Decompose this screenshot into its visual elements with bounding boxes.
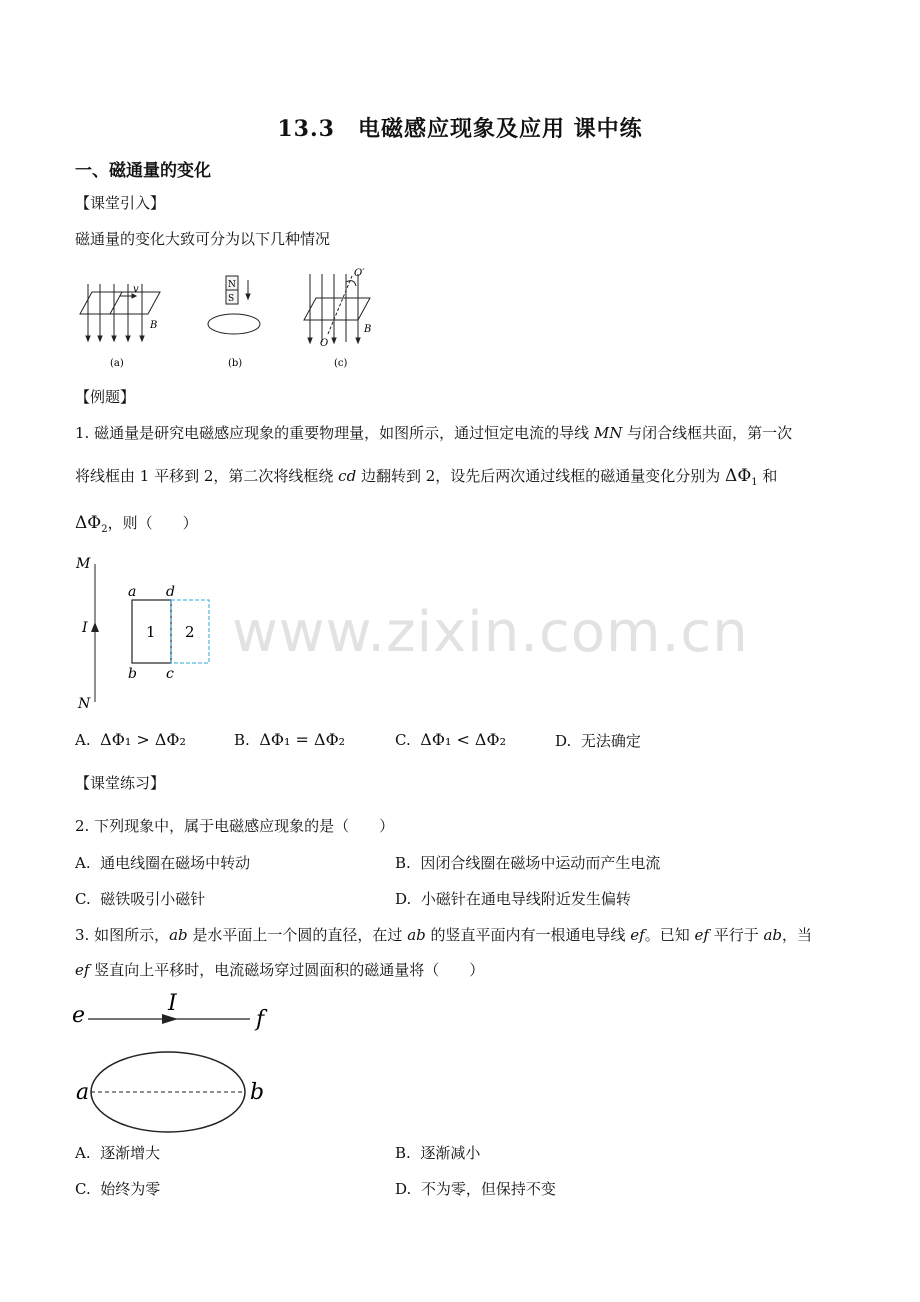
label-B-c: B — [364, 324, 372, 335]
label-B-a: B — [150, 320, 158, 331]
label-O: O — [320, 338, 329, 349]
q3-option-a[interactable]: A. 逐渐增大 — [75, 1144, 161, 1162]
tag-example: 【例题】 — [75, 388, 136, 406]
q1-figure — [70, 552, 230, 712]
q1-option-b[interactable]: B. ΔΦ₁ = ΔΦ₂ — [234, 730, 346, 749]
label-M: M — [76, 556, 91, 572]
q3-option-c[interactable]: C. 始终为零 — [75, 1180, 161, 1198]
page-title: 13.3 电磁感应现象及应用 课中练 — [277, 116, 643, 142]
label-N: N — [228, 280, 236, 290]
q2-option-c[interactable]: C. 磁铁吸引小磁针 — [75, 890, 206, 908]
q1-option-d[interactable]: D. 无法确定 — [555, 732, 641, 750]
intro-text: 磁通量的变化大致可分为以下几种情况 — [75, 230, 331, 248]
section-heading: 一、磁通量的变化 — [75, 161, 211, 181]
q3-option-d[interactable]: D. 不为零，但保持不变 — [395, 1180, 556, 1198]
q3-option-b[interactable]: B. 逐渐减小 — [395, 1144, 481, 1162]
q1-option-c[interactable]: C. ΔΦ₁ < ΔΦ₂ — [395, 730, 507, 749]
label-a: a — [76, 1080, 90, 1105]
label-c-caption: (c) — [334, 358, 348, 369]
label-S: S — [228, 294, 235, 304]
label-d: d — [166, 584, 175, 600]
q1-line2: 将线框由 1 平移到 2，第二次将线框绕 cd 边翻转到 2，设先后两次通过线框的磁通量变化分别为 $\Delta\Phi_1$ 和 — [75, 466, 778, 488]
q1-line1: 1. 磁通量是研究电磁感应现象的重要物理量，如图所示，通过恒定电流的导线 MN 与闭合线框共面，第一次 — [75, 424, 793, 442]
label-a-caption: (a) — [110, 358, 124, 369]
label-a: a — [128, 584, 137, 600]
label-I: I — [168, 991, 177, 1016]
label-b: b — [128, 666, 137, 682]
q2-stem: 2. 下列现象中，属于电磁感应现象的是（ ） — [75, 817, 395, 835]
figure-a — [80, 284, 160, 341]
label-box1: 1 — [146, 623, 156, 641]
label-N: N — [78, 696, 91, 712]
q1-line3: $\Delta\Phi_2$，则（ ） — [75, 513, 198, 535]
label-b: b — [250, 1080, 265, 1105]
label-c: c — [166, 666, 174, 682]
q2-option-a[interactable]: A. 通电线圈在磁场中转动 — [75, 854, 251, 872]
label-I: I — [82, 620, 88, 636]
label-f: f — [256, 1007, 265, 1032]
q3-line1: 3. 如图所示，ab 是水平面上一个圆的直径，在过 ab 的竖直平面内有一根通电导线 ef。已知 ef 平行于 ab，当 — [75, 926, 813, 944]
intro-figure — [70, 262, 390, 377]
label-box2: 2 — [185, 623, 195, 641]
label-O-prime: O′ — [354, 268, 365, 279]
figure-c — [304, 274, 370, 343]
q3-line2: ef 竖直向上平移时，电流磁场穿过圆面积的磁通量将（ ） — [75, 961, 485, 979]
tag-intro: 【课堂引入】 — [75, 194, 166, 212]
tag-practice: 【课堂练习】 — [75, 774, 166, 792]
q2-option-b[interactable]: B. 因闭合线圈在磁场中运动而产生电流 — [395, 854, 661, 872]
q1-option-a[interactable]: A. ΔΦ₁ > ΔΦ₂ — [75, 730, 186, 749]
label-b-caption: (b) — [228, 358, 243, 369]
label-v: v — [133, 284, 139, 295]
watermark: www.zixin.com.cn — [232, 600, 749, 665]
label-e: e — [72, 1003, 86, 1028]
q3-figure — [70, 986, 290, 1136]
q2-option-d[interactable]: D. 小磁针在通电导线附近发生偏转 — [395, 890, 631, 908]
